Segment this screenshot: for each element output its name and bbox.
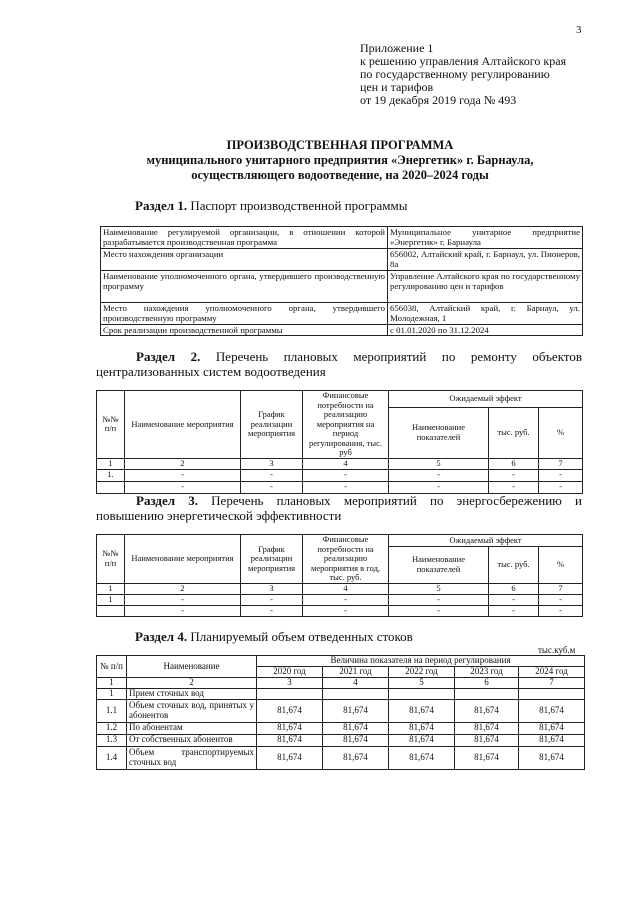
table-cell: Муниципальное унитарное предприятие «Энергетик» г. Барнаула [388,227,583,249]
header-year: 2020 год [257,666,323,677]
column-numbers-row [97,583,583,594]
table-row [101,325,583,336]
table-cell [97,605,125,616]
table-cell: 1.1 [97,699,127,722]
table-cell: - [125,469,241,481]
table-cell: 81,674 [519,734,585,746]
unit-label: тыс.куб.м [538,645,576,655]
table-cell: 6 [489,583,539,594]
table-cell: 81,674 [389,722,455,734]
header-num: № п/п [97,656,127,678]
table-cell: - [303,605,389,616]
table-row [97,699,585,722]
table-cell: - [539,594,583,605]
table-cell: 6 [455,677,519,688]
table-cell: Срок реализации производственной программы [101,325,388,336]
table-row [97,481,583,493]
table-cell: Наименование уполномоченного органа, утвердившего производственную программу [101,271,388,303]
passport-table [100,226,583,336]
table-cell: - [489,481,539,493]
table-cell: 656002, Алтайский край, г. Барнаул, ул. Пионеров, 8а [388,249,583,271]
table-cell: 81,674 [323,746,389,769]
table-cell: 7 [519,677,585,688]
section-3-heading [96,493,582,523]
header-year: 2022 год [389,666,455,677]
header-percent: % [539,407,583,458]
table-header-row [97,535,583,547]
table-cell: - [389,481,489,493]
header-indicator: Наименование показателей [389,407,489,458]
header-schedule: График реализации мероприятия [241,535,303,584]
table-cell [519,688,585,699]
table-row [101,227,583,249]
page-number: 3 [576,24,582,36]
table-cell: 1.4 [97,746,127,769]
table-cell: По абонентам [127,722,257,734]
table-cell: 2 [125,583,241,594]
table-cell: 2 [125,458,241,469]
table-cell [455,688,519,699]
table-cell [257,688,323,699]
table-cell: 5 [389,458,489,469]
table-row [97,594,583,605]
table-row [97,688,585,699]
table-cell [389,688,455,699]
column-numbers-row [97,677,585,688]
table-cell: 7 [539,458,583,469]
column-numbers-row [97,458,583,469]
header-period: Величина показателя на период регулирования [257,656,585,667]
table-cell: От собственных абонентов [127,734,257,746]
table-cell: 1 [97,583,125,594]
table-cell: 81,674 [257,722,323,734]
table-cell: 81,674 [389,734,455,746]
table-cell: 1. [97,469,125,481]
table-cell: - [489,594,539,605]
header-year: 2024 год [519,666,585,677]
table-cell: Место нахождения уполномоченного органа, утвердившего производственную программу [101,303,388,325]
table-cell: - [303,481,389,493]
table-cell: 656038, Алтайский край, г. Барнаул, ул. Молодежная, 1 [388,303,583,325]
header-finance: Финансовые потребности на реализацию мероприятия на период регулирования, тыс. руб [303,391,389,459]
table-cell: 4 [303,583,389,594]
doc-title: ПРОИЗВОДСТВЕННАЯ ПРОГРАММА [226,138,454,152]
table-cell: 5 [389,583,489,594]
header-year: 2023 год [455,666,519,677]
section-2-heading [96,349,582,379]
doc-subtitle: осуществляющего водоотведение, на 2020–2024 годы [191,168,489,182]
header-name: Наименование [127,656,257,678]
section-title: Паспорт производственной программы [187,198,408,213]
table-cell: - [539,481,583,493]
table-cell: 81,674 [257,699,323,722]
appendix-block [360,42,620,107]
table-cell: 7 [539,583,583,594]
energy-saving-table [96,534,583,617]
header-effect: Ожидаемый эффект [389,535,583,547]
table-cell: Управление Алтайского края по государственному регулированию цен и тарифов [388,271,583,303]
appendix-line: Приложение 1 [360,41,434,55]
table-cell: 4 [303,458,389,469]
header-name: Наименование мероприятия [125,535,241,584]
table-row [97,746,585,769]
section-number: Раздел 2. [136,349,201,364]
table-cell: 81,674 [389,746,455,769]
table-row [101,303,583,325]
section-1-heading [135,198,407,213]
table-cell: 1 [97,594,125,605]
table-cell: 81,674 [323,699,389,722]
table-cell: - [539,605,583,616]
table-cell: 81,674 [455,734,519,746]
table-cell: - [241,481,303,493]
table-cell: 81,674 [323,734,389,746]
table-header-row [97,391,583,408]
appendix-line: по государственному регулированию [360,67,550,81]
section-number: Раздел 4. [135,629,188,644]
header-thousand: тыс. руб. [489,407,539,458]
table-row [97,605,583,616]
table-cell: с 01.01.2020 по 31.12.2024 [388,325,583,336]
table-cell: 3 [241,458,303,469]
table-row [97,722,585,734]
header-schedule: График реализации мероприятия [241,391,303,459]
table-cell: 81,674 [389,699,455,722]
table-cell: 81,674 [257,734,323,746]
section-4-heading [135,629,413,644]
table-header-row [97,656,585,667]
table-cell: 1.2 [97,722,127,734]
table-cell: Место нахождения организации [101,249,388,271]
table-row [97,469,583,481]
table-cell: - [489,605,539,616]
table-cell: 81,674 [519,746,585,769]
table-cell: - [389,594,489,605]
table-cell: - [125,481,241,493]
table-cell: - [125,605,241,616]
table-cell: Наименование регулируемой организации, в отношении которой разрабатывается производственная программа [101,227,388,249]
table-cell: 1 [97,458,125,469]
doc-subtitle: муниципального унитарного предприятия «Энергетик» г. Барнаула, [146,153,534,167]
section-title: Перечень плановых мероприятий по энергосбережению и повышению энергетической эффективности [96,493,583,523]
table-cell: - [489,469,539,481]
table-cell: 2 [127,677,257,688]
appendix-line: цен и тарифов [360,80,434,94]
table-cell: 81,674 [519,699,585,722]
table-row [97,734,585,746]
header-percent: % [539,547,583,583]
table-cell: 81,674 [455,722,519,734]
header-num: №№ п/п [97,391,125,459]
table-cell: Прием сточных вод [127,688,257,699]
repair-measures-table [96,390,583,494]
table-cell: 5 [389,677,455,688]
table-cell: - [389,469,489,481]
table-cell: 81,674 [323,722,389,734]
table-cell: - [241,605,303,616]
header-name: Наименование мероприятия [125,391,241,459]
table-cell: - [389,605,489,616]
table-cell [97,481,125,493]
table-cell: Объем сточных вод, принятых у абонентов [127,699,257,722]
section-number: Раздел 3. [136,493,198,508]
table-cell: 4 [323,677,389,688]
table-row [101,249,583,271]
appendix-line: к решению управления Алтайского края [360,54,567,68]
table-cell: - [539,469,583,481]
table-cell: - [303,594,389,605]
header-year: 2021 год [323,666,389,677]
header-finance: Финансовые потребности на реализацию мероприятия в год, тыс. руб. [303,535,389,584]
table-cell: Объем транспортируемых сточных вод [127,746,257,769]
header-thousand: тыс. руб. [489,547,539,583]
table-cell [323,688,389,699]
table-cell: 3 [257,677,323,688]
table-row [101,271,583,303]
table-cell: - [303,469,389,481]
table-cell: 81,674 [455,699,519,722]
table-cell: 6 [489,458,539,469]
section-title: Планируемый объем отведенных стоков [187,629,413,644]
table-cell: 81,674 [455,746,519,769]
table-cell: 1 [97,677,127,688]
table-cell: 1.3 [97,734,127,746]
table-cell: 81,674 [257,746,323,769]
header-num: №№ п/п [97,535,125,584]
section-number: Раздел 1. [135,198,188,213]
table-cell: - [241,469,303,481]
header-indicator: Наименование показателей [389,547,489,583]
table-cell: 81,674 [519,722,585,734]
header-effect: Ожидаемый эффект [389,391,583,408]
table-cell: - [125,594,241,605]
table-cell: 3 [241,583,303,594]
appendix-line: от 19 декабря 2019 года № 493 [360,93,517,107]
table-cell: 1 [97,688,127,699]
table-cell: - [241,594,303,605]
section-title: Перечень плановых мероприятий по ремонту объектов централизованных систем водоотведения [96,349,582,379]
wastewater-volume-table [96,655,585,770]
